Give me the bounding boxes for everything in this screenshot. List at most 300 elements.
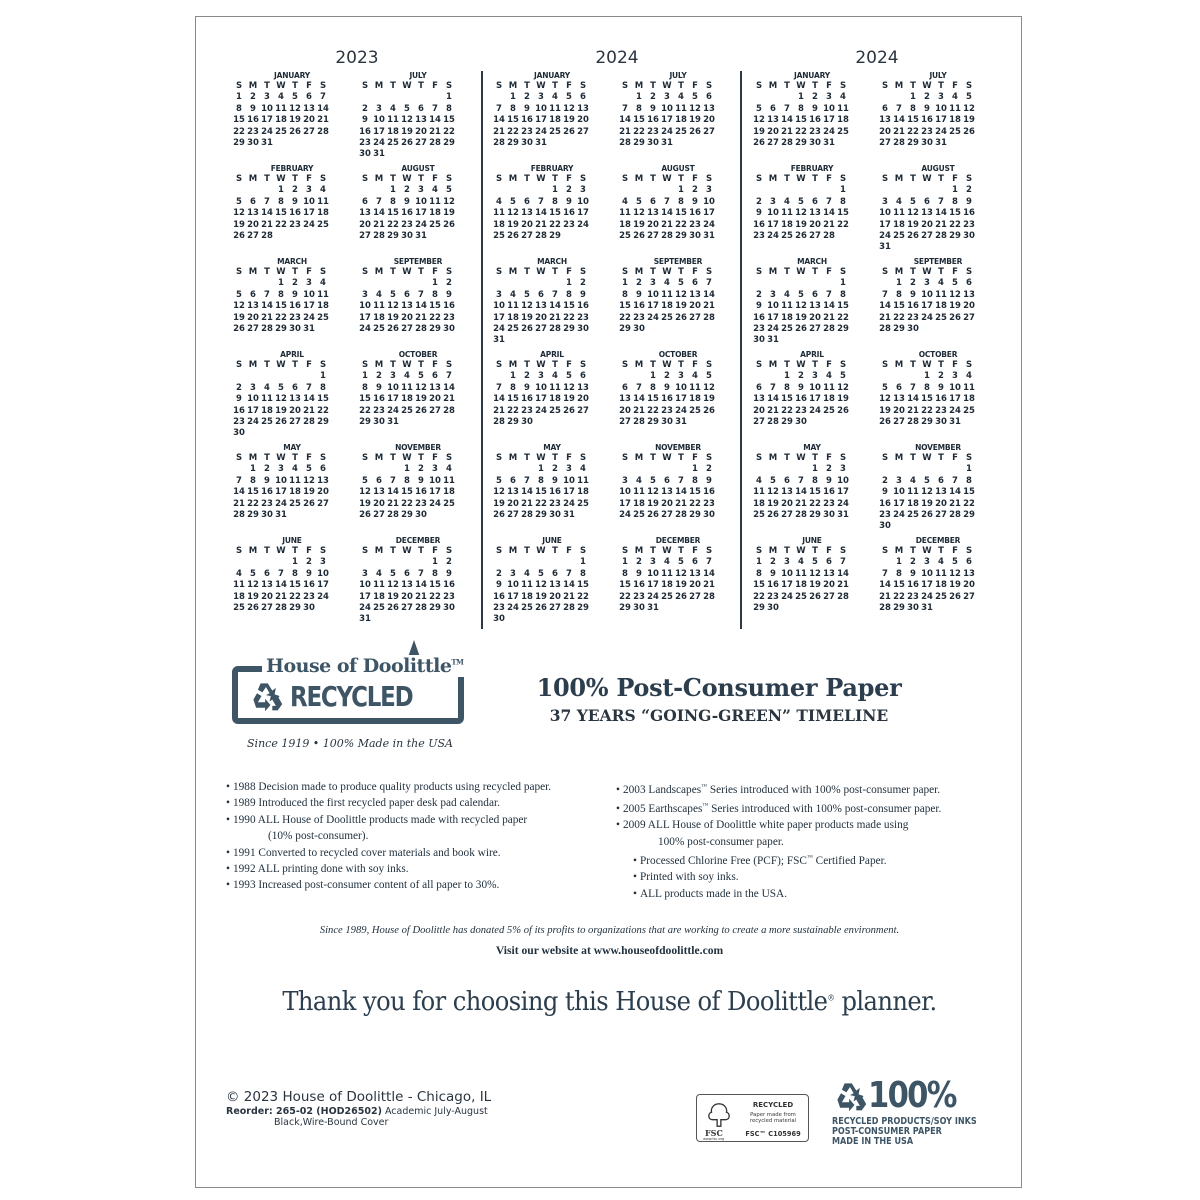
weekday-header: T [650,453,656,463]
empty-cell [562,557,576,568]
day-cell: 16 [823,487,835,498]
day-cell: 22 [753,591,765,602]
day-cell: 7 [496,103,502,114]
month-grid [232,267,352,335]
day-cell: 15 [289,580,301,591]
day-cell: 7 [320,92,326,103]
day-cell: 28 [563,602,575,613]
weekday-header: T [650,546,656,556]
day-cell: 17 [247,405,259,416]
month-grid [878,360,998,428]
months-jul-dec [618,71,738,629]
day-cell: 4 [678,92,684,103]
month-grid [878,453,998,533]
weekday-header: M [768,360,778,370]
day-cell: 25 [893,230,905,241]
month-name: OCTOBER [398,350,438,359]
day-cell: 7 [418,289,424,300]
day-cell: 3 [362,568,368,579]
day-cell: 7 [278,568,284,579]
empty-cell [646,185,660,196]
day-cell: 21 [907,405,919,416]
day-cell: 25 [317,219,329,230]
day-cell: 20 [809,219,821,230]
weekday-header: T [264,453,270,463]
day-cell: 8 [678,196,684,207]
weekday-header: T [390,267,396,277]
day-cell: 2 [812,92,818,103]
weekday-header: T [812,360,818,370]
day-cell: 26 [675,312,687,323]
weekday-header: M [768,267,778,277]
day-cell: 5 [510,196,516,207]
weekday-header: S [705,174,713,184]
day-cell: 29 [893,602,905,613]
day-cell: 17 [415,208,427,219]
empty-cell [520,557,534,568]
day-cell: 20 [689,301,701,312]
empty-cell [260,557,274,568]
weekday-header: M [374,360,384,370]
day-cell: 29 [387,230,399,241]
day-cell: 28 [823,323,835,334]
day-cell: 8 [446,103,452,114]
day-cell: 29 [753,602,765,613]
day-cell: 17 [661,115,673,126]
day-cell: 25 [521,602,533,613]
day-cell: 29 [247,509,259,520]
day-cell: 6 [524,196,530,207]
empty-cell [794,278,808,289]
empty-cell [372,92,386,103]
day-cell: 27 [781,509,793,520]
day-cell: 17 [921,301,933,312]
month-april [752,350,872,443]
weekday-header: S [705,546,713,556]
weekday-header: T [390,174,396,184]
month-grid [358,453,478,521]
weekday-header: S [579,546,587,556]
day-cell: 5 [840,371,846,382]
day-cell: 17 [317,580,329,591]
day-cell: 9 [264,475,270,486]
day-cell: 25 [443,498,455,509]
day-cell: 19 [507,219,519,230]
day-cell: 19 [387,312,399,323]
day-cell: 24 [809,405,821,416]
weekday-header: T [910,174,916,184]
weekday-header: T [650,174,656,184]
day-cell: 16 [907,580,919,591]
weekday-header: F [952,453,958,463]
day-cell: 8 [896,568,902,579]
weekday-header: M [634,267,644,277]
day-cell: 24 [577,219,589,230]
day-cell: 5 [798,289,804,300]
month-july [878,71,998,164]
weekday-header: F [432,453,438,463]
day-cell: 16 [415,487,427,498]
day-cell: 17 [809,394,821,405]
empty-cell [892,185,906,196]
weekday-header: W [922,81,932,91]
weekday-header: W [662,360,672,370]
day-cell: 13 [415,115,427,126]
badge-line: POST-CONSUMER PAPER [832,1126,942,1137]
day-cell: 19 [387,591,399,602]
day-cell: 5 [236,289,242,300]
day-cell: 18 [907,498,919,509]
empty-cell [358,278,372,289]
day-cell: 2 [636,557,642,568]
day-cell: 6 [938,475,944,486]
day-cell: 29 [577,602,589,613]
weekday-header: M [508,174,518,184]
day-cell: 1 [432,278,438,289]
empty-cell [822,185,836,196]
empty-cell [400,278,414,289]
day-cell: 19 [907,219,919,230]
weekday-header: W [662,267,672,277]
weekday-header: T [910,267,916,277]
trademark-mark: ™ [806,855,813,862]
day-cell: 14 [703,568,715,579]
day-cell: 28 [415,602,427,613]
day-cell: 26 [647,509,659,520]
website-line: Visit our website at www.houseofdoolittle.com [495,944,724,957]
day-cell: 10 [809,382,821,393]
day-cell: 17 [261,115,273,126]
day-cell: 17 [921,580,933,591]
weekday-header: T [812,267,818,277]
day-cell: 23 [633,591,645,602]
day-cell: 7 [706,557,712,568]
day-cell: 20 [247,312,259,323]
day-cell: 23 [415,498,427,509]
weekday-header: S [319,453,327,463]
weekday-header: S [319,174,327,184]
day-cell: 15 [963,487,975,498]
weekday-header: T [938,360,944,370]
day-cell: 19 [675,580,687,591]
day-cell: 4 [552,92,558,103]
day-cell: 9 [636,568,642,579]
day-cell: 4 [292,464,298,475]
day-cell: 11 [661,568,673,579]
day-cell: 1 [538,464,544,475]
month-name: FEBRUARY [530,164,574,173]
day-cell: 13 [577,382,589,393]
day-cell: 16 [647,115,659,126]
day-cell: 26 [949,312,961,323]
empty-cell [386,464,400,475]
day-cell: 26 [563,405,575,416]
day-cell: 5 [952,278,958,289]
month-grid [232,453,352,521]
day-cell: 6 [896,382,902,393]
month-grid [752,546,872,614]
month-name: DECEMBER [915,536,961,545]
day-cell: 23 [963,219,975,230]
day-cell: 28 [661,230,673,241]
day-cell: 28 [233,509,245,520]
weekday-header: W [796,81,806,91]
day-cell: 26 [387,323,399,334]
day-cell: 29 [507,137,519,148]
weekday-header: F [826,360,832,370]
month-name: APRIL [540,350,564,359]
day-cell: 27 [415,137,427,148]
empty-cell [260,278,274,289]
empty-cell [878,464,892,475]
day-cell: 8 [798,103,804,114]
day-cell: 20 [521,219,533,230]
day-cell: 5 [812,557,818,568]
day-cell: 19 [233,219,245,230]
day-cell: 4 [552,371,558,382]
day-cell: 8 [924,382,930,393]
day-cell: 21 [703,301,715,312]
day-cell: 29 [675,230,687,241]
day-cell: 1 [250,464,256,475]
month-grid [618,174,738,242]
day-cell: 3 [924,278,930,289]
day-cell: 8 [390,196,396,207]
day-cell: 11 [373,301,385,312]
day-cell: 16 [577,301,589,312]
day-cell: 27 [767,137,779,148]
day-cell: 29 [359,416,371,427]
day-cell: 24 [661,126,673,137]
day-cell: 26 [247,602,259,613]
weekday-header: T [910,81,916,91]
day-cell: 20 [359,219,371,230]
empty-cell [906,371,920,382]
day-cell: 13 [703,103,715,114]
day-cell: 20 [577,115,589,126]
weekday-header: S [235,546,243,556]
day-cell: 22 [507,405,519,416]
day-cell: 8 [320,382,326,393]
day-cell: 10 [577,196,589,207]
day-cell: 2 [756,196,762,207]
month-grid [492,360,612,428]
day-cell: 16 [401,208,413,219]
weekday-header: S [839,81,847,91]
day-cell: 9 [924,103,930,114]
day-cell: 24 [261,126,273,137]
weekday-header: S [319,81,327,91]
month-february [492,164,612,257]
empty-cell [534,557,548,568]
weekday-header: S [319,546,327,556]
day-cell: 20 [549,591,561,602]
day-cell: 2 [552,464,558,475]
empty-cell [878,185,892,196]
weekday-header: T [390,81,396,91]
day-cell: 4 [692,371,698,382]
day-cell: 28 [823,230,835,241]
empty-cell [752,185,766,196]
day-cell: 24 [675,405,687,416]
day-cell: 1 [678,185,684,196]
weekday-header: T [910,546,916,556]
day-cell: 11 [935,289,947,300]
timeline-text: 1988 Decision made to produce quality products using recycled paper. [233,781,552,793]
weekday-header: S [361,81,369,91]
month-grid [752,360,872,428]
day-cell: 18 [753,498,765,509]
cover-line: Black,Wire-Bound Cover [274,1117,389,1128]
day-cell: 30 [921,137,933,148]
weekday-header: S [495,174,503,184]
day-cell: 5 [236,196,242,207]
weekday-header: S [965,453,973,463]
day-cell: 1 [580,557,586,568]
year-title: 2023 [335,48,379,68]
day-cell: 25 [907,509,919,520]
badge-percent: 100% [868,1075,956,1116]
day-cell: 18 [401,394,413,405]
empty-cell [246,371,260,382]
day-cell: 9 [966,196,972,207]
day-cell: 22 [563,312,575,323]
empty-cell [548,557,562,568]
weekday-header: M [768,546,778,556]
day-cell: 27 [401,602,413,613]
timeline-text: Processed Chlorine Free (PCF); FSC [640,854,807,867]
empty-cell [274,557,288,568]
weekday-header: S [755,360,763,370]
day-cell: 25 [935,312,947,323]
day-cell: 5 [404,103,410,114]
weekday-header: W [922,174,932,184]
day-cell: 5 [678,557,684,568]
year-months [492,71,742,629]
day-cell: 28 [703,312,715,323]
day-cell: 31 [675,416,687,427]
empty-cell [492,557,506,568]
day-cell: 25 [275,126,287,137]
day-cell: 31 [837,509,849,520]
day-cell: 23 [289,219,301,230]
weekday-header: S [839,267,847,277]
fsc-desc: Paper made from recycled material [749,1112,797,1124]
day-cell: 26 [535,602,547,613]
day-cell: 7 [952,475,958,486]
day-cell: 16 [373,394,385,405]
day-cell: 25 [261,416,273,427]
month-november [358,443,478,536]
weekday-header: S [445,267,453,277]
weekday-header: S [755,267,763,277]
day-cell: 17 [781,580,793,591]
day-cell: 24 [275,498,287,509]
empty-cell [766,371,780,382]
empty-cell [766,92,780,103]
day-cell: 2 [938,371,944,382]
day-cell: 17 [429,487,441,498]
day-cell: 10 [373,115,385,126]
day-cell: 6 [924,196,930,207]
day-cell: 13 [689,568,701,579]
day-cell: 5 [952,557,958,568]
weekday-header: F [306,360,312,370]
day-cell: 14 [633,394,645,405]
weekday-header: S [621,453,629,463]
day-cell: 28 [535,230,547,241]
day-cell: 28 [415,323,427,334]
months-jan-jun [492,71,612,629]
day-cell: 11 [675,103,687,114]
day-cell: 11 [577,475,589,486]
day-cell: 22 [317,405,329,416]
empty-cell [934,464,948,475]
day-cell: 23 [521,405,533,416]
day-cell: 16 [233,405,245,416]
month-grid [618,267,738,335]
day-cell: 24 [303,219,315,230]
day-cell: 15 [507,115,519,126]
day-cell: 19 [289,115,301,126]
day-cell: 1 [278,278,284,289]
day-cell: 8 [362,382,368,393]
day-cell: 13 [247,208,259,219]
day-cell: 21 [781,126,793,137]
empty-cell [232,185,246,196]
day-cell: 21 [493,126,505,137]
day-cell: 19 [753,126,765,137]
empty-cell [232,371,246,382]
day-cell: 1 [390,185,396,196]
day-cell: 27 [429,405,441,416]
day-cell: 1 [566,278,572,289]
day-cell: 1 [692,464,698,475]
month-july [358,71,478,164]
weekday-header: W [402,360,412,370]
day-cell: 27 [809,323,821,334]
empty-cell [400,92,414,103]
weekday-header: F [306,174,312,184]
day-cell: 5 [418,371,424,382]
weekday-header: S [621,360,629,370]
day-cell: 8 [278,196,284,207]
day-cell: 9 [236,394,242,405]
empty-cell [372,278,386,289]
day-cell: 7 [882,289,888,300]
day-cell: 14 [317,103,329,114]
empty-cell [414,92,428,103]
weekday-header: T [292,546,298,556]
day-cell: 21 [521,498,533,509]
month-grid [878,174,998,254]
day-cell: 27 [577,126,589,137]
day-cell: 17 [563,487,575,498]
day-cell: 24 [317,591,329,602]
weekday-header: S [839,453,847,463]
day-cell: 10 [949,382,961,393]
day-cell: 24 [415,219,427,230]
timeline-subitem: • ALL products made in the USA. [633,887,788,900]
day-cell: 6 [552,568,558,579]
empty-cell [492,464,506,475]
day-cell: 13 [619,394,631,405]
day-cell: 28 [633,416,645,427]
day-cell: 15 [359,394,371,405]
day-cell: 13 [647,208,659,219]
fsc-badge [696,1094,809,1142]
month-name: DECEMBER [395,536,441,545]
